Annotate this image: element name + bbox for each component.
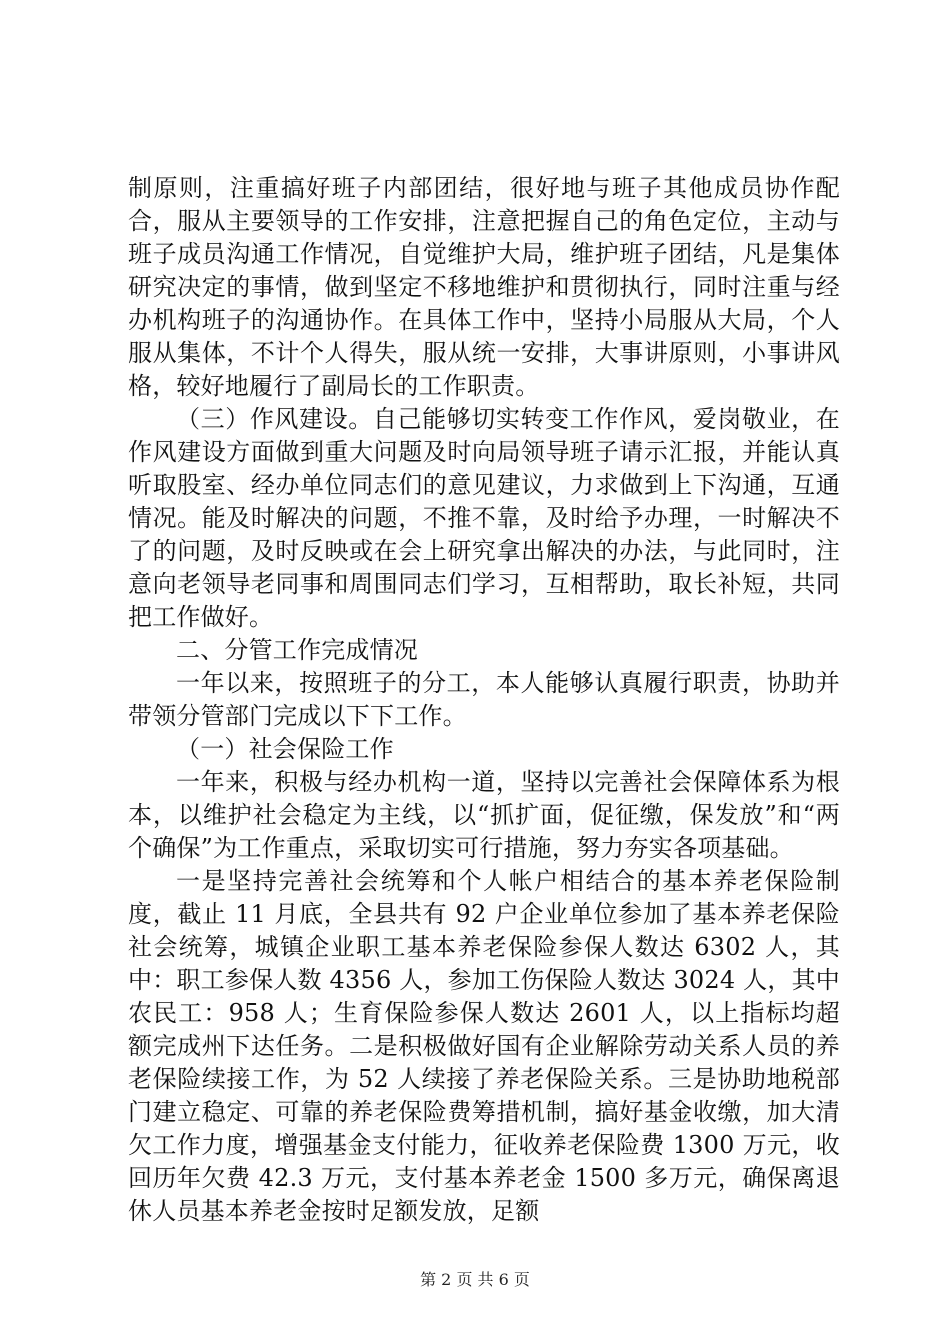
page-footer: 第 2 页 共 6 页 [420,1270,530,1289]
paragraph-social-insurance-intro: 一年来，积极与经办机构一道，坚持以完善社会保障体系为根本，以维护社会稳定为主线，以“抓扩面，促征缴，保发放”和“两个确保”为工作重点，采取切实可行措施，努力夯实各项基础。 [128,768,840,862]
subsection-heading-social-insurance: （一）社会保险工作 [176,735,394,763]
paragraph-social-insurance-details: 一是坚持完善社会统筹和个人帐户相结合的基本养老保险制度，截止 11 月底，全县共有 92 户企业单位参加了基本养老保险社会统筹，城镇企业职工基本养老保险参保人数达 6302 人，其中：职工参保人数 4356 人，参加工伤保险人数达 3024 人，其中农民工：958 人；生育保险参保人数达 2601 人，以上指标均超额完成州下达任务。二是积极做好国有企业解除劳动关系人员的养老保险续接工作，为 52 人续接了养老保险关系。三是协助地税部门建立稳定、可靠的养老保险费筹措机制，搞好基金收缴，加大清欠工作力度，增强基金支付能力，征收养老保险费 1300 万元，收回历年欠费 42.3 万元，支付基本养老金 1500 多万元，确保离退休人员基本养老金按时足额发放，足额 [128,867,840,1225]
paragraph-continuation: 制原则，注重搞好班子内部团结，很好地与班子其他成员协作配合，服从主要领导的工作安排，注意把握自己的角色定位，主动与班子成员沟通工作情况，自觉维护大局，维护班子团结，凡是集体研究决定的事情，做到坚定不移地维护和贯彻执行，同时注重与经办机构班子的沟通协作。在具体工作中，坚持小局服从大局，个人服从集体，不计个人得失，服从统一安排，大事讲原则，小事讲风格，较好地履行了副局长的工作职责。 [128,174,840,400]
document-body [128,172,840,1228]
paragraph-overview: 一年以来，按照班子的分工，本人能够认真履行职责，协助并带领分管部门完成以下下工作。 [128,669,840,730]
section-heading-2: 二、分管工作完成情况 [176,636,418,664]
paragraph-work-style: （三）作风建设。自己能够切实转变工作作风，爱岗敬业，在作风建设方面做到重大问题及时向局领导班子请示汇报，并能认真听取股室、经办单位同志们的意见建议，力求做到上下沟通，互通情况。能及时解决的问题，不推不靠，及时给予办理，一时解决不了的问题，及时反映或在会上研究拿出解决的办法，与此同时，注意向老领导老同事和周围同志们学习，互相帮助，取长补短，共同把工作做好。 [128,405,840,631]
